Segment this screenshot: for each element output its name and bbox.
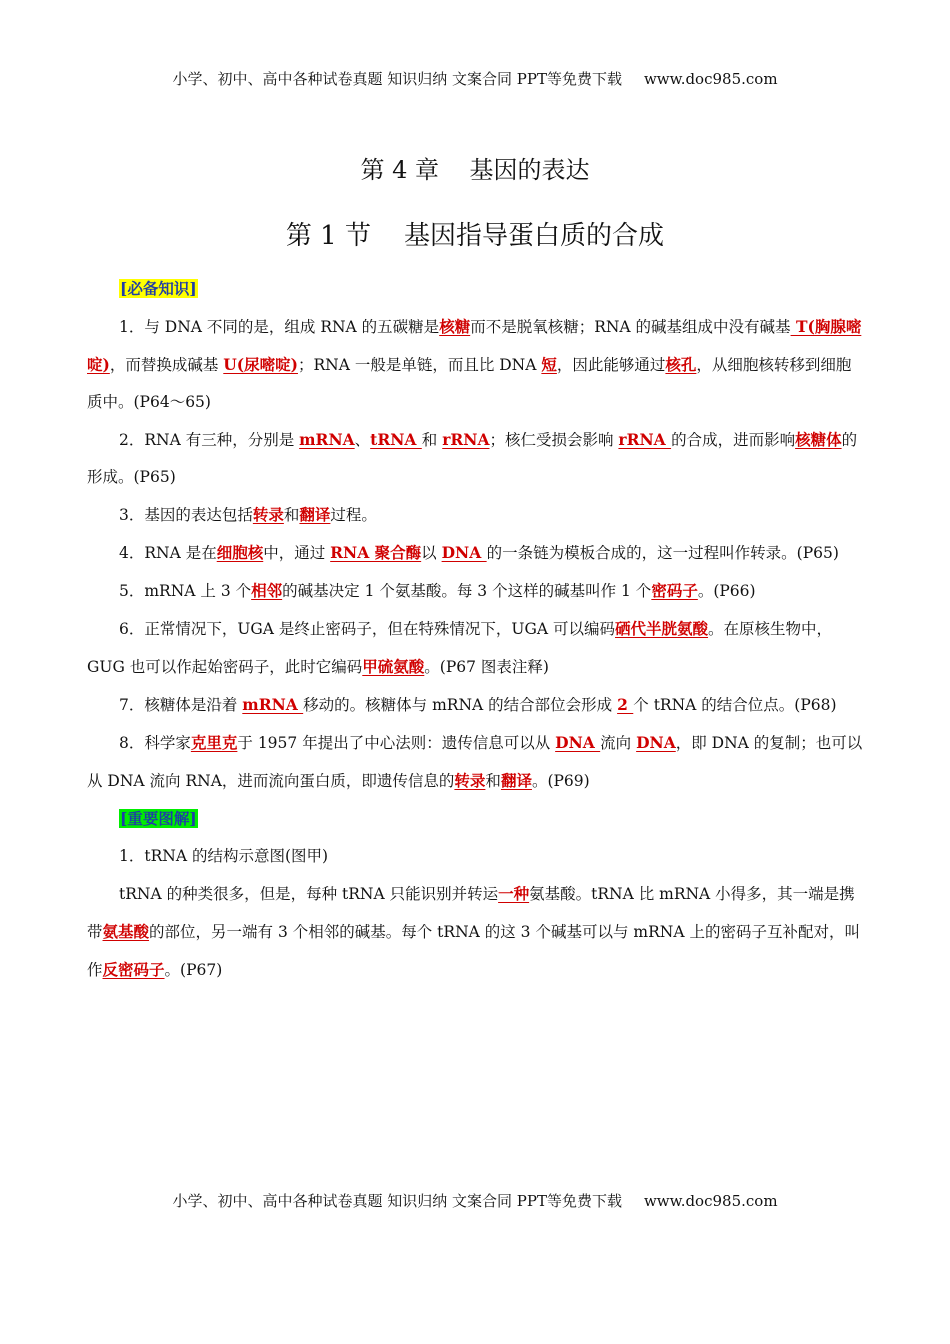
- text: ，因此能够通过: [556, 356, 666, 374]
- text: 4．RNA 是在: [119, 544, 217, 562]
- text: 和: [421, 431, 443, 449]
- answer: DNA: [441, 543, 487, 562]
- answer: rRNA: [618, 430, 672, 449]
- paragraph-2: [87, 421, 865, 496]
- text: 8．科学家: [119, 734, 191, 752]
- text: 3．基因的表达包括: [119, 506, 253, 524]
- answer: rRNA: [442, 430, 490, 449]
- answer: DNA: [555, 733, 601, 752]
- paragraph-1: [87, 308, 865, 421]
- text: 的一条链为模板合成的，这一过程叫作转录。(P65): [486, 544, 839, 562]
- answer: mRNA: [299, 430, 355, 449]
- text: 移动的。核糖体与 mRNA 的结合部位会形成: [303, 696, 618, 714]
- footer-text: 小学、初中、高中各种试卷真题 知识归纳 文案合同 PPT等免费下载: [172, 1192, 622, 1210]
- paragraph-4: [87, 534, 865, 572]
- answer: 翻译: [299, 505, 331, 524]
- text: 以: [421, 544, 442, 562]
- text: 。(P66): [697, 582, 756, 600]
- text: 而不是脱氧核糖；RNA 的碱基组成中没有碱基: [470, 318, 791, 336]
- text: 1．tRNA 的结构示意图(图甲): [119, 847, 329, 865]
- answer: 核孔: [665, 355, 697, 374]
- page-header: [0, 68, 950, 89]
- text: 6．正常情况下，UGA 是终止密码子，但在特殊情况下，UGA 可以编码: [119, 620, 615, 638]
- text: 和: [283, 506, 300, 524]
- answer: 转录: [252, 505, 284, 524]
- text: 氨基酸。tRNA 比 mRNA 小得多，其一端是携带: [87, 885, 855, 941]
- paragraph-3: [87, 496, 865, 534]
- answer: 细胞核: [216, 543, 264, 562]
- paragraph-5: [87, 572, 865, 610]
- tag-essential-knowledge: [必备知识]: [120, 279, 197, 298]
- text: 的部位，另一端有 3 个相邻的碱基。每个 tRNA 的这 3 个碱基可以与 mRNA 上的密码子互补配对，叫作: [87, 923, 860, 979]
- text: 过程。: [330, 506, 377, 524]
- document-body: [87, 270, 865, 989]
- text: tRNA 的种类很多，但是，每种 tRNA 只能识别并转运: [119, 885, 499, 903]
- text: ，即 DNA 的复制；也可以从 DNA 流向 RNA，进而流向蛋白质，即遗传信息的: [87, 734, 863, 790]
- text: 5．mRNA 上 3 个: [119, 582, 252, 600]
- text: 流向: [600, 734, 637, 752]
- answer: DNA: [636, 733, 676, 752]
- text: 7．核糖体是沿着: [119, 696, 243, 714]
- text: 的碱基决定 1 个氨基酸。每 3 个这样的碱基叫作 1 个: [282, 582, 652, 600]
- paragraph-9: [87, 838, 865, 875]
- text: 。(P67): [164, 961, 223, 979]
- heading-key-diagrams: [87, 800, 865, 838]
- answer: 翻译: [500, 771, 532, 790]
- answer: 相邻: [251, 581, 283, 600]
- text: ，从细胞核转移到细胞质中。(P64～65): [87, 356, 852, 411]
- text: ；RNA 一般是单链，而且比 DNA: [297, 356, 542, 374]
- header-text: 小学、初中、高中各种试卷真题 知识归纳 文案合同 PPT等免费下载: [172, 70, 622, 88]
- text: 。在原核生物中，GUG 也可以作起始密码子，此时它编码: [87, 620, 833, 676]
- text: 中，通过: [263, 544, 331, 562]
- answer: tRNA: [370, 430, 422, 449]
- answer: 甲硫氨酸: [362, 657, 425, 676]
- answer: U(尿嘧啶): [223, 355, 298, 374]
- answer: 短: [541, 355, 557, 374]
- answer: RNA 聚合酶: [330, 543, 422, 562]
- answer: 2: [617, 695, 634, 714]
- tag-key-diagrams: [重要图解]: [120, 809, 197, 828]
- text: ，而替换成碱基: [109, 356, 224, 374]
- answer: 核糖体: [795, 430, 842, 449]
- paragraph-7: [87, 686, 865, 724]
- answer: T(胸腺嘧啶): [87, 317, 862, 374]
- answer: 克里克: [190, 733, 238, 752]
- text: 2．RNA 有三种，分别是: [119, 431, 300, 449]
- answer: 核糖: [439, 317, 471, 336]
- answer: mRNA: [242, 695, 304, 714]
- text: ；核仁受损会影响: [489, 431, 619, 449]
- footer-site: www.doc985.com: [643, 1192, 778, 1210]
- header-site: www.doc985.com: [643, 70, 778, 88]
- paragraph-10: [87, 875, 865, 989]
- answer: 密码子: [651, 581, 698, 600]
- text: 1．与 DNA 不同的是，组成 RNA 的五碳糖是: [119, 318, 440, 336]
- paragraph-8: [87, 724, 865, 800]
- text: 于 1957 年提出了中心法则：遗传信息可以从: [237, 734, 556, 752]
- text: 、: [354, 431, 371, 449]
- text: 的合成，进而影响: [671, 431, 796, 449]
- text: 。(P69): [531, 772, 590, 790]
- chapter-title: 第 4 章 基因的表达: [360, 156, 590, 184]
- answer: 一种: [498, 884, 530, 903]
- answer: 反密码子: [102, 960, 165, 979]
- paragraph-6: [87, 610, 865, 686]
- section-title: 第 1 节 基因指导蛋白质的合成: [285, 221, 665, 251]
- heading-essential-knowledge: [87, 270, 865, 308]
- text: 个 tRNA 的结合位点。(P68): [633, 696, 837, 714]
- answer: 氨基酸: [102, 922, 150, 941]
- answer: 转录: [454, 771, 486, 790]
- answer: 硒代半胱氨酸: [615, 619, 709, 638]
- text: 。(P67 图表注释): [424, 658, 549, 676]
- text: 的形成。(P65): [87, 431, 858, 486]
- text: 和: [485, 772, 501, 790]
- page-footer: [0, 1190, 950, 1211]
